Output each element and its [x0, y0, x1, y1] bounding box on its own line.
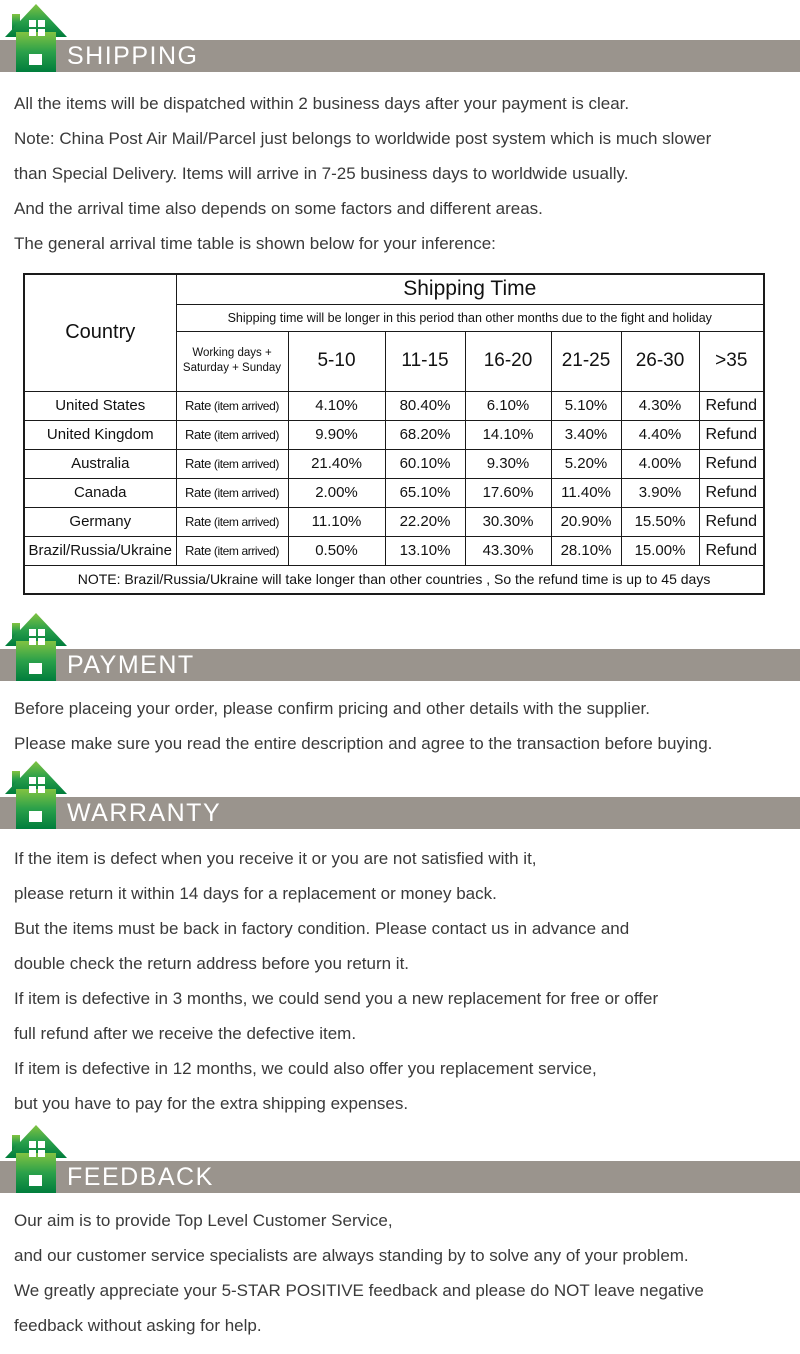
shipping-line: Note: China Post Air Mail/Parcel just belongs to worldwide post system which is much slower: [14, 129, 712, 148]
rate-value: 20.90%: [551, 507, 621, 536]
payment-banner: [0, 649, 800, 681]
table-subheader-note: Shipping time will be longer in this period than other months due to the fight and holiday: [176, 304, 764, 331]
rate-label-cell: Rate (item arrived): [176, 536, 288, 565]
payment-section-header: [0, 613, 800, 681]
rate-value: 4.00%: [621, 449, 699, 478]
rate-value: 80.40%: [385, 391, 465, 420]
table-footer-note: NOTE: Brazil/Russia/Ukraine will take longer than other countries , So the refund time is up to 45 days: [24, 565, 764, 594]
rate-value: 5.10%: [551, 391, 621, 420]
warranty-line: If item is defective in 3 months, we could send you a new replacement for free or offer: [14, 989, 659, 1008]
feedback-line: feedback without asking for help.: [14, 1316, 262, 1335]
table-row: [24, 536, 764, 565]
shipping-title: SHIPPING: [67, 42, 199, 70]
feedback-banner: [0, 1161, 800, 1193]
house-icon: [5, 613, 67, 681]
shipping-section-header: [0, 4, 800, 72]
rate-value: 15.50%: [621, 507, 699, 536]
table-row: [24, 507, 764, 536]
country-cell: United States: [24, 391, 176, 420]
feedback-title: FEEDBACK: [67, 1163, 214, 1191]
warranty-line: full refund after we receive the defective item.: [14, 1024, 357, 1043]
table-row: [24, 449, 764, 478]
country-cell: Germany: [24, 507, 176, 536]
feedback-paragraphs: [0, 1203, 800, 1343]
refund-cell: Refund: [699, 420, 764, 449]
rate-label-cell: Rate (item arrived): [176, 478, 288, 507]
rate-value: 11.10%: [288, 507, 385, 536]
rate-value: 30.30%: [465, 507, 551, 536]
table-row: [24, 420, 764, 449]
table-header-period: >35: [699, 331, 764, 391]
table-header-period: 11-15: [385, 331, 465, 391]
rate-value: 28.10%: [551, 536, 621, 565]
country-cell: United Kingdom: [24, 420, 176, 449]
rate-value: 68.20%: [385, 420, 465, 449]
rate-value: 3.40%: [551, 420, 621, 449]
table-header-working-days: Working days + Saturday + Sunday: [176, 331, 288, 391]
rate-value: 4.40%: [621, 420, 699, 449]
rate-value: 13.10%: [385, 536, 465, 565]
shipping-paragraphs: [0, 86, 800, 261]
rate-value: 11.40%: [551, 478, 621, 507]
rate-value: 65.10%: [385, 478, 465, 507]
rate-value: 4.30%: [621, 391, 699, 420]
feedback-line: We greatly appreciate your 5-STAR POSITIVE feedback and please do NOT leave negative: [14, 1281, 704, 1300]
warranty-line: If the item is defect when you receive it or you are not satisfied with it,: [14, 849, 537, 868]
table-row: [24, 478, 764, 507]
refund-cell: Refund: [699, 391, 764, 420]
payment-title: PAYMENT: [67, 651, 195, 679]
payment-line: Before placeing your order, please confirm pricing and other details with the supplier.: [14, 699, 650, 718]
country-cell: Australia: [24, 449, 176, 478]
rate-label-cell: Rate (item arrived): [176, 507, 288, 536]
house-icon: [5, 1125, 67, 1193]
refund-cell: Refund: [699, 507, 764, 536]
shipping-line: than Special Delivery. Items will arrive in 7-25 business days to worldwide usually.: [14, 164, 629, 183]
rate-value: 5.20%: [551, 449, 621, 478]
payment-line: Please make sure you read the entire description and agree to the transaction before buying.: [14, 734, 713, 753]
rate-label-cell: Rate (item arrived): [176, 449, 288, 478]
warranty-title: WARRANTY: [67, 799, 222, 827]
shipping-time-table: [23, 273, 765, 595]
rate-value: 4.10%: [288, 391, 385, 420]
rate-value: 3.90%: [621, 478, 699, 507]
warranty-line: double check the return address before you return it.: [14, 954, 410, 973]
rate-value: 43.30%: [465, 536, 551, 565]
refund-cell: Refund: [699, 449, 764, 478]
country-cell: Canada: [24, 478, 176, 507]
shipping-banner: [0, 40, 800, 72]
rate-value: 15.00%: [621, 536, 699, 565]
rate-value: 0.50%: [288, 536, 385, 565]
table-header-period: 16-20: [465, 331, 551, 391]
rate-value: 9.30%: [465, 449, 551, 478]
rate-value: 60.10%: [385, 449, 465, 478]
payment-paragraphs: [0, 691, 800, 761]
feedback-line: and our customer service specialists are always standing by to solve any of your problem.: [14, 1246, 689, 1265]
rate-label-cell: Rate (item arrived): [176, 391, 288, 420]
warranty-paragraphs: [0, 841, 800, 1121]
rate-value: 17.60%: [465, 478, 551, 507]
warranty-line: But the items must be back in factory condition. Please contact us in advance and: [14, 919, 630, 938]
refund-cell: Refund: [699, 536, 764, 565]
shipping-line: All the items will be dispatched within 2 business days after your payment is clear.: [14, 94, 630, 113]
rate-value: 9.90%: [288, 420, 385, 449]
table-header-period: 5-10: [288, 331, 385, 391]
house-icon: [5, 761, 67, 829]
shipping-line: And the arrival time also depends on some factors and different areas.: [14, 199, 543, 218]
table-header-country: Country: [24, 274, 176, 391]
rate-value: 2.00%: [288, 478, 385, 507]
warranty-section-header: [0, 761, 800, 829]
table-header-period: 21-25: [551, 331, 621, 391]
table-header-period: 26-30: [621, 331, 699, 391]
rate-value: 21.40%: [288, 449, 385, 478]
table-row: [24, 391, 764, 420]
shipping-line: The general arrival time table is shown below for your inference:: [14, 234, 496, 253]
warranty-line: but you have to pay for the extra shipping expenses.: [14, 1094, 409, 1113]
rate-value: 6.10%: [465, 391, 551, 420]
feedback-line: Our aim is to provide Top Level Customer Service,: [14, 1211, 393, 1230]
rate-label-cell: Rate (item arrived): [176, 420, 288, 449]
warranty-line: If item is defective in 12 months, we could also offer you replacement service,: [14, 1059, 597, 1078]
warranty-line: please return it within 14 days for a replacement or money back.: [14, 884, 497, 903]
rate-value: 14.10%: [465, 420, 551, 449]
feedback-section-header: [0, 1125, 800, 1193]
rate-value: 22.20%: [385, 507, 465, 536]
warranty-banner: [0, 797, 800, 829]
table-header-shipping-time: Shipping Time: [176, 274, 764, 304]
refund-cell: Refund: [699, 478, 764, 507]
country-cell: Brazil/Russia/Ukraine: [24, 536, 176, 565]
house-icon: [5, 4, 67, 72]
